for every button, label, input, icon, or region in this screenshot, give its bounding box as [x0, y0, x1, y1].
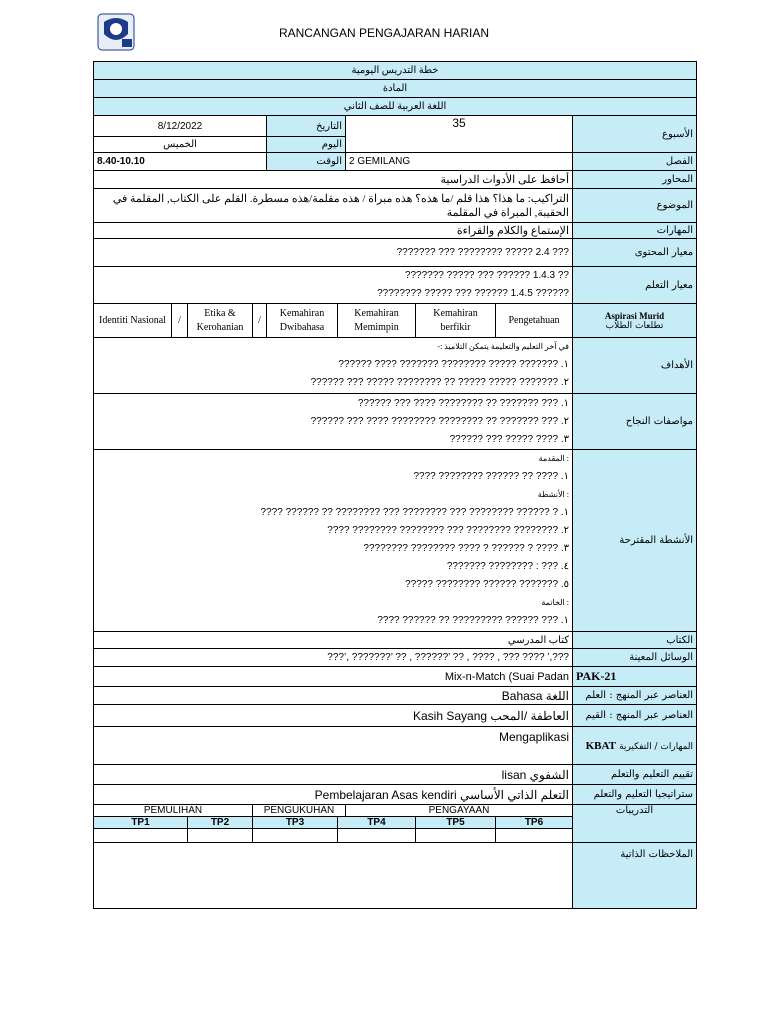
- kbat-value: Mengaplikasi: [94, 727, 573, 765]
- header-line-1: خطة التدريس اليومية: [94, 62, 697, 80]
- kbat-label: [573, 727, 697, 765]
- date-label: التاريخ: [267, 116, 346, 137]
- class-value: 2 GEMILANG: [346, 153, 573, 171]
- closing-heading: : الخاتمة: [541, 598, 569, 607]
- aspirasi-identiti: Identiti Nasional: [94, 304, 172, 338]
- topic-label: الموضوع: [573, 189, 697, 223]
- pak-label: PAK-21: [573, 667, 697, 687]
- theme-value: أحافظ على الأدوات الدراسية: [94, 171, 573, 189]
- pak-value: Mix-n-Match (Suai Padan: [94, 667, 573, 687]
- level-pemulihan: PEMULIHAN: [94, 805, 253, 817]
- activities-value: [94, 450, 573, 632]
- strategy-label: ستراتيجيا التعليم والتعلم: [573, 785, 697, 805]
- success-3: ٣. ???? ????? ??? ??????: [449, 433, 569, 445]
- aspirasi-slash-1: /: [172, 304, 188, 338]
- time-value: 8.40-10.10: [94, 153, 267, 171]
- skills-label: المهارات: [573, 223, 697, 239]
- assessment-label: تقييم التعليم والتعلم: [573, 765, 697, 785]
- objectives-intro: في آخر التعليم والتعليمة يتمكن التلاميذ :-: [437, 342, 569, 351]
- learning-std-value: [94, 267, 573, 304]
- assessment-value: الشفوي lisan: [94, 765, 573, 785]
- aspirasi-slash-2: /: [253, 304, 267, 338]
- skills-value: الإستماع والكلام والقراءة: [94, 223, 573, 239]
- reflection-value[interactable]: [94, 843, 573, 909]
- objectives-value: [94, 338, 573, 394]
- class-label: الفصل: [573, 153, 697, 171]
- closing-item: ١. ??? ?????? ????????? ?? ?????? ????: [377, 615, 569, 626]
- activity-1: ١. ? ?????? ???????? ??? ???????? ??? ???????? ?? ?????? ????: [260, 507, 569, 518]
- kbat-label-ms: KBAT: [585, 739, 616, 752]
- tp5-cell[interactable]: [416, 829, 496, 843]
- exercises-label: التدريبات: [573, 805, 697, 843]
- date-value: 8/12/2022: [94, 116, 267, 137]
- learning-std-1: ?? 1.4.3 ?????? ??? ????? ???????: [404, 270, 569, 281]
- objectives-label: الأهداف: [573, 338, 697, 394]
- success-label: مواصفات النجاح: [573, 394, 697, 450]
- tp4-cell[interactable]: [338, 829, 416, 843]
- activities-label: الأنشطة المقترحة: [573, 450, 697, 632]
- learning-std-2: ?????? 1.4.5 ?????? ??? ????? ????????: [377, 288, 569, 299]
- book-label: الكتاب: [573, 632, 697, 649]
- aspirasi-label-ar: تطلعات الطلاب: [605, 320, 664, 331]
- content-std-value: ??? 2.4 ????? ???????? ??? ???????: [94, 239, 573, 267]
- activity-3: ٣. ???? ? ?????? ? ???? ???????? ????????: [363, 543, 569, 554]
- learning-std-label: معيار التعلم: [573, 267, 697, 304]
- week-value: 35: [346, 116, 573, 153]
- aspirasi-berfikir: Kemahiran berfikir: [416, 304, 496, 338]
- success-2: ٢. ??? ??????? ?? ???????? ???????? ???? ??? ??????: [310, 415, 569, 427]
- strategy-value: التعلم الذاتي الأساسي Pembelajaran Asas kendiri: [94, 785, 573, 805]
- level-pengukuhan: PENGUKUHAN: [253, 805, 346, 817]
- tp1-cell[interactable]: [94, 829, 188, 843]
- cross-knowledge-label: العناصر عبر المنهج : العلم: [573, 687, 697, 705]
- tp6-cell[interactable]: [496, 829, 573, 843]
- content-std-label: معيار المحتوى: [573, 239, 697, 267]
- tp2-cell[interactable]: [188, 829, 253, 843]
- document-title: RANCANGAN PENGAJARAN HARIAN: [278, 26, 490, 40]
- aspirasi-dwibahasa: Kemahiran Dwibahasa: [267, 304, 338, 338]
- book-value: كتاب المدرسي: [94, 632, 573, 649]
- activity-2: ٢. ???????? ???????? ??? ???????? ???????? ????: [327, 525, 569, 536]
- tp4: TP4: [338, 817, 416, 829]
- intro-heading: : المقدمة: [538, 454, 569, 463]
- aspirasi-label-ms: Aspirasi Murid: [604, 310, 665, 321]
- tp2: TP2: [188, 817, 253, 829]
- theme-label: المحاور: [573, 171, 697, 189]
- header-line-3: اللغة العربية للصف الثاني: [94, 98, 697, 116]
- success-value: [94, 394, 573, 450]
- day-label: اليوم: [267, 137, 346, 153]
- day-value: الخميس: [94, 137, 267, 153]
- level-pengayaan: PENGAYAAN: [346, 805, 573, 817]
- kbat-label-ar: المهارات / التفكيرية: [619, 741, 694, 752]
- aspirasi-pengetahuan: Pengetahuan: [496, 304, 573, 338]
- activities-heading: : الأنشطة: [537, 490, 569, 499]
- aspirasi-memimpin: Kemahiran Memimpin: [338, 304, 416, 338]
- objective-2: ٢. ??????? ????? ????? ?? ???????? ????? ??? ??????: [310, 377, 569, 388]
- tp1: TP1: [94, 817, 188, 829]
- aspirasi-label: [573, 304, 697, 338]
- tp3: TP3: [253, 817, 338, 829]
- objective-1: ١. ??????? ????? ???????? ??????? ???? ??????: [338, 359, 569, 370]
- cross-knowledge-value: اللغة Bahasa: [94, 687, 573, 705]
- topic-value: التراكيب: ما هذا؟ هذا قلم /ما هذه؟ هذه مبراة / هذه مقلمة/هذه مسطرة. القلم على الكتاب, المقلمة في الحقيبة, المبراة في المقلمة: [94, 189, 573, 223]
- header-line-2: المادة: [94, 80, 697, 98]
- tp5: TP5: [416, 817, 496, 829]
- success-1: ١. ??? ??????? ?? ???????? ???? ??? ??????: [357, 397, 569, 409]
- aids-value: ???,’ ???? ??? , ???? , ?? ’?????? , ?? ’??????? ,’???: [94, 649, 573, 667]
- aids-label: الوسائل المعينة: [573, 649, 697, 667]
- reflection-label: الملاحظات الذاتية: [573, 843, 697, 909]
- activity-5: ٥. ??????? ?????? ???????? ?????: [405, 579, 569, 590]
- aspirasi-etika: Etika & Kerohanian: [188, 304, 253, 338]
- lesson-plan-table: [93, 61, 697, 909]
- cross-values-value: العاطفة /المحب Kasih Sayang: [94, 705, 573, 727]
- cross-values-label: العناصر عبر المنهج : القيم: [573, 705, 697, 727]
- week-label: الأسبوع: [573, 116, 697, 153]
- activity-4: ٤. ??? : ???????? ???????: [446, 561, 569, 572]
- tp6: TP6: [496, 817, 573, 829]
- intro-item: ١. ???? ?? ?????? ???????? ????: [413, 471, 569, 482]
- time-label: الوقت: [267, 153, 346, 171]
- tp3-cell[interactable]: [253, 829, 338, 843]
